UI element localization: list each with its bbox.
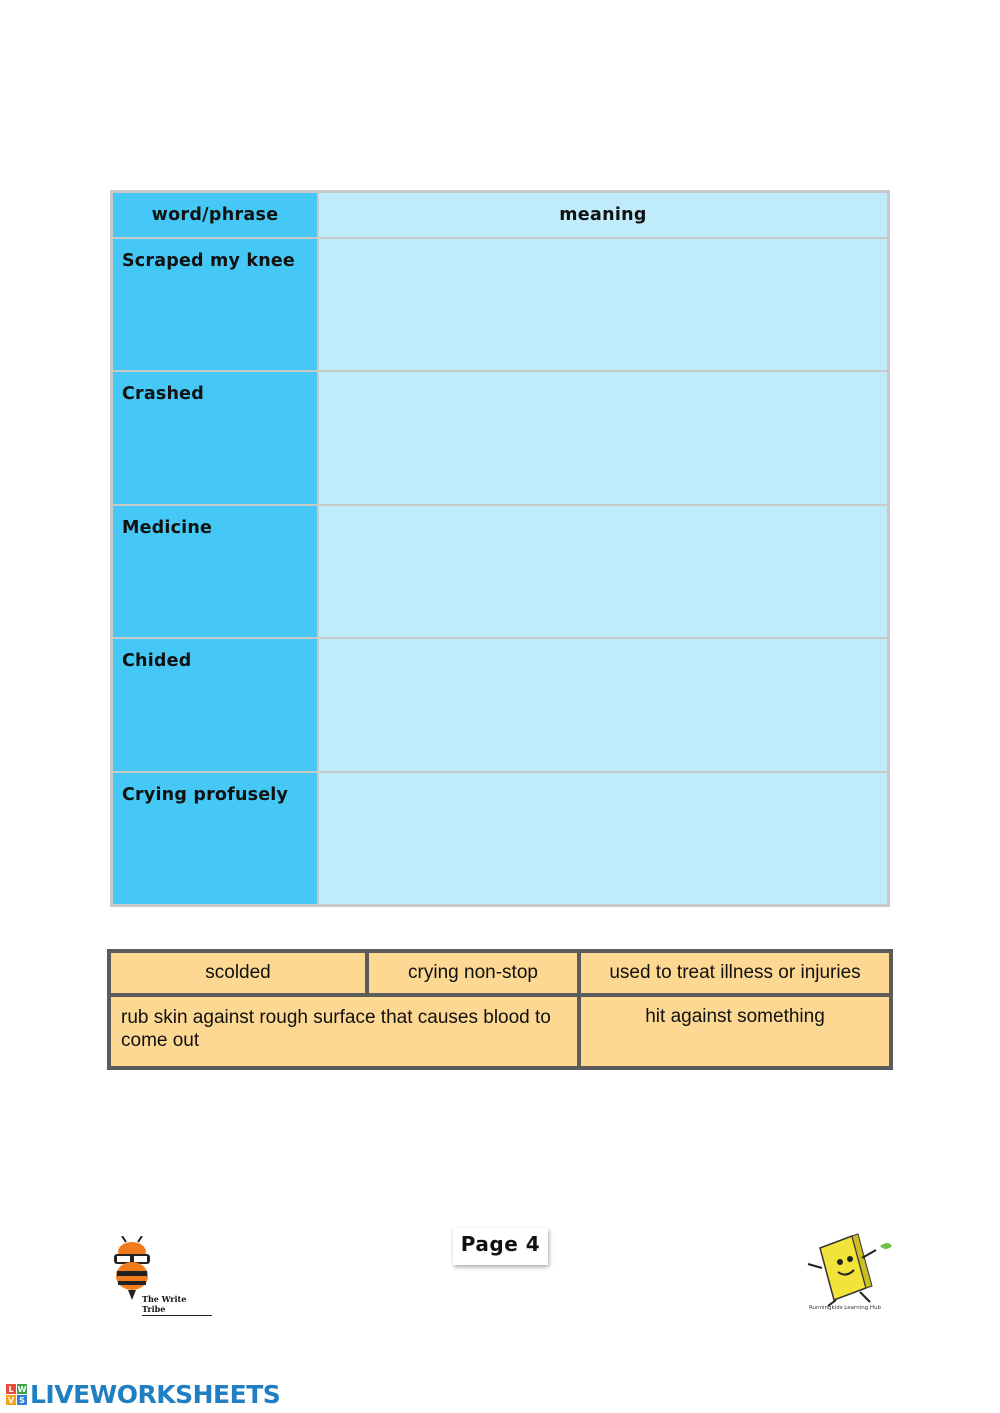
word-cell-crying-profusely: Crying profusely <box>113 773 317 904</box>
option-crying-non-stop[interactable]: crying non-stop <box>369 953 577 993</box>
word-cell-crashed: Crashed <box>113 372 317 503</box>
meaning-dropzone-4[interactable] <box>319 639 887 770</box>
option-hit-against-something[interactable]: hit against something <box>581 997 889 1066</box>
meaning-dropzone-1[interactable] <box>319 239 887 370</box>
liveworksheets-brand <box>6 1380 280 1409</box>
brand-block: S <box>17 1395 27 1405</box>
brand-block: W <box>17 1384 27 1394</box>
meaning-dropzone-3[interactable] <box>319 506 887 637</box>
meaning-dropzone-2[interactable] <box>319 372 887 503</box>
vocabulary-table <box>110 190 890 907</box>
option-treat-illness[interactable]: used to treat illness or injuries <box>581 953 889 993</box>
word-cell-chided: Chided <box>113 639 317 770</box>
brand-block: L <box>6 1384 16 1394</box>
brand-block: V <box>7 1395 15 1405</box>
brand-name: LIVEWORKSHEETS <box>30 1380 281 1409</box>
book-logo-caption: Runningkids Learning Hub <box>808 1305 882 1311</box>
word-cell-scraped-my-knee: Scraped my knee <box>113 239 317 370</box>
running-book-logo <box>800 1228 895 1308</box>
option-scolded[interactable]: scolded <box>111 953 365 993</box>
meaning-dropzone-5[interactable] <box>319 773 887 904</box>
option-rub-skin[interactable]: rub skin against rough surface that causes blood to come out <box>111 997 577 1066</box>
page-number-label: Page 4 <box>453 1228 548 1265</box>
header-meaning: meaning <box>319 193 887 237</box>
tribe-logo-caption: The Write Tribe <box>142 1294 212 1316</box>
word-cell-medicine: Medicine <box>113 506 317 637</box>
header-word-phrase: word/phrase <box>113 193 317 237</box>
brand-blocks-icon <box>6 1384 27 1405</box>
answer-bank <box>107 949 893 1070</box>
